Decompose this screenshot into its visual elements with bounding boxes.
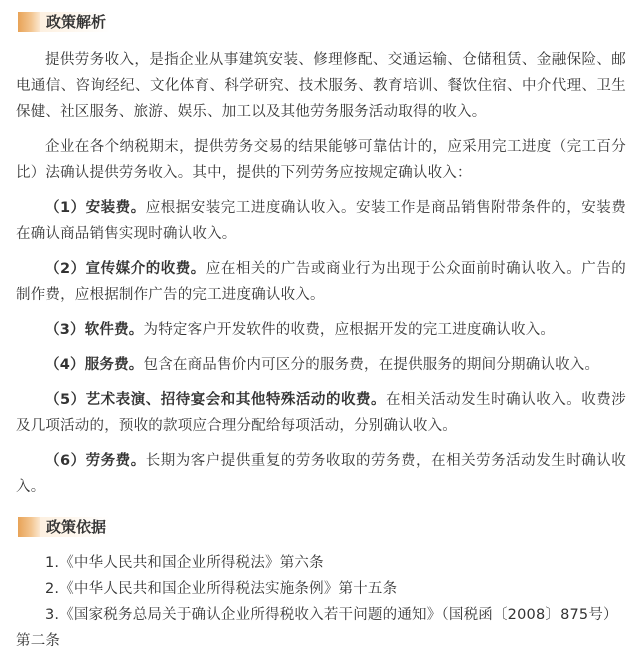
section-title: 政策依据: [46, 518, 107, 536]
header-marker-icon: [18, 12, 40, 32]
item-media: [16, 256, 626, 308]
item-title: （1）安装费。: [45, 200, 146, 216]
section-title: 政策解析: [46, 13, 107, 31]
item-title: （2）宣传媒介的收费。: [45, 261, 206, 277]
item-title: （4）服务费。: [45, 357, 144, 373]
item-text: 应根据安装完工进度确认收入。安装工作是商品销售附带条件的，安装费在确认商品销售实现时确认收入。: [16, 200, 626, 242]
reference-item: 2.《中华人民共和国企业所得税法实施条例》第十五条: [45, 581, 398, 597]
section-header-basis: [18, 514, 626, 540]
item-text: 长期为客户提供重复的劳务收取的劳务费，在相关劳务活动发生时确认收入。: [16, 453, 626, 495]
section-header-analysis: [18, 9, 626, 35]
reference-item: 1.《中华人民共和国企业所得税法》第六条: [45, 555, 324, 571]
header-marker-icon: [18, 517, 40, 537]
item-labor: [16, 448, 626, 500]
reference-item: 3.《国家税务总局关于确认企业所得税收入若干问题的通知》（国税函〔2008〕875号）第二条: [16, 607, 618, 649]
article: [0, 9, 640, 661]
intro-paragraph: 提供劳务收入，是指企业从事建筑安装、修理修配、交通运输、仓储租赁、金融保险、邮电通信、咨询经纪、文化体育、科学研究、技术服务、教育培训、餐饮住宿、中介代理、卫生保健、社区服务、旅游、娱乐、加工以及其他劳务服务活动取得的收入。: [16, 52, 626, 120]
item-software: [16, 317, 626, 343]
item-service: [16, 352, 626, 378]
item-text: 为特定客户开发软件的收费，应根据开发的完工进度确认收入。: [143, 322, 556, 338]
item-installation: [16, 195, 626, 247]
item-title: （6）劳务费。: [45, 453, 146, 469]
item-title: （5）艺术表演、招待宴会和其他特殊活动的收费。: [45, 392, 387, 408]
item-events: [16, 387, 626, 439]
item-title: （3）软件费。: [45, 322, 144, 338]
item-text: 应在相关的广告或商业行为出现于公众面前时确认收入。广告的制作费，应根据制作广告的完工进度确认收入。: [16, 261, 626, 303]
item-text: 在相关活动发生时确认收入。收费涉及几项活动的，预收的款项应合理分配给每项活动，分别确认收入。: [16, 392, 627, 434]
item-text: 包含在商品售价内可区分的服务费，在提供服务的期间分期确认收入。: [143, 357, 600, 373]
method-paragraph: 企业在各个纳税期末，提供劳务交易的结果能够可靠估计的，应采用完工进度（完工百分比）法确认提供劳务收入。其中，提供的下列劳务应按规定确认收入：: [16, 139, 626, 181]
